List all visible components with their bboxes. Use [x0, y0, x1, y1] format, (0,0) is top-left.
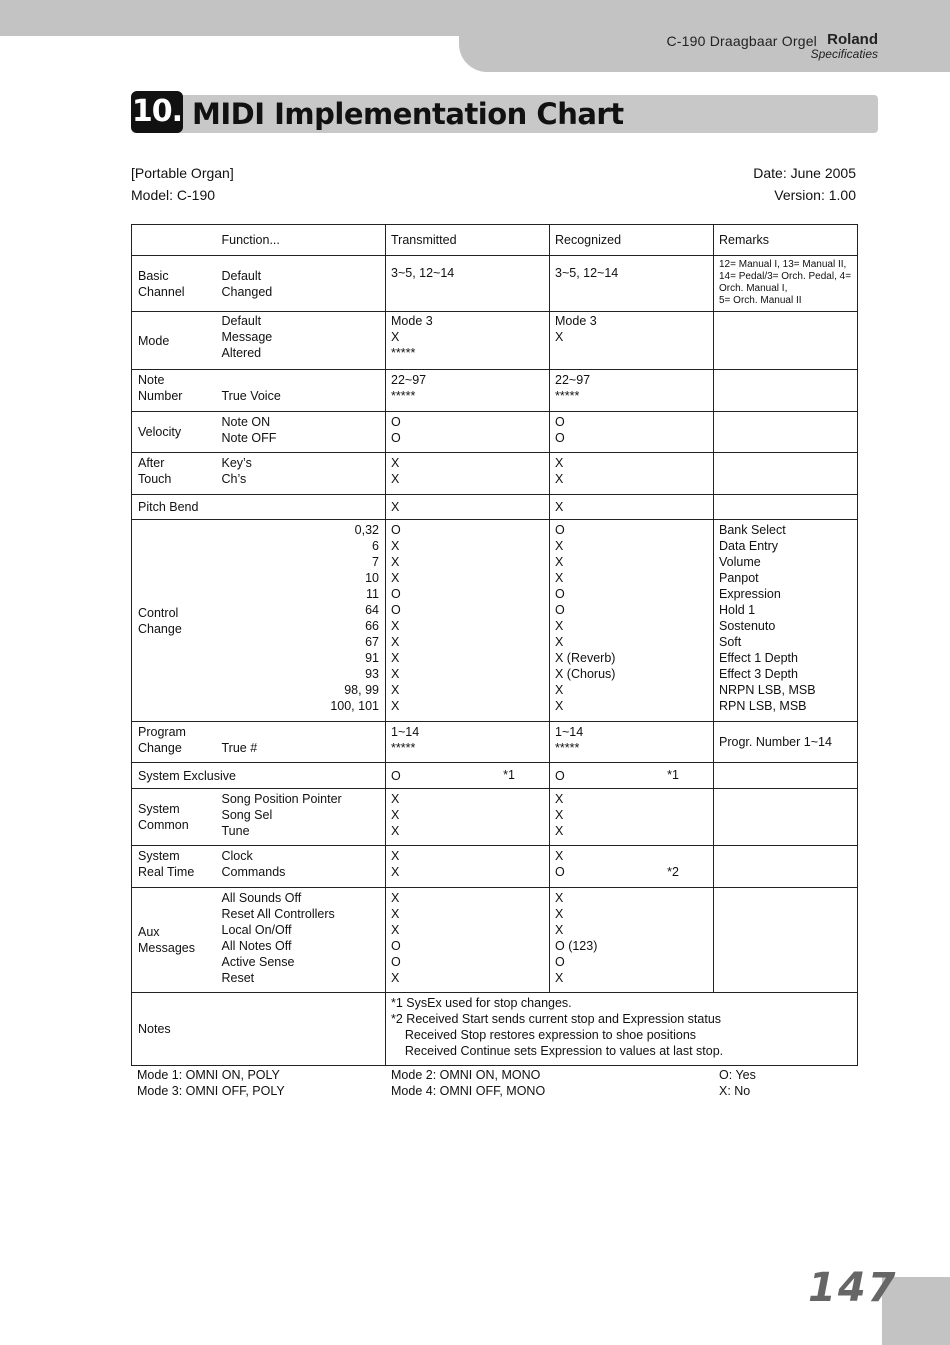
- table-row: Velocity Note ON Note OFF O O O O: [132, 412, 858, 453]
- table-row: System Exclusive O *1 O *1: [132, 763, 858, 789]
- legend-modes-right: Mode 2: OMNI ON, MONO Mode 4: OMNI OFF, MONO: [391, 1068, 546, 1098]
- page-number: 147: [808, 1265, 898, 1311]
- table-row: Program Change True # 1~14 ***** 1~14 ***** Progr. Number 1~14: [132, 722, 858, 763]
- table-row: After Touch Key’s Ch’s X X X X: [132, 453, 858, 495]
- table-row: Aux Messages All Sounds Off Reset All Controllers Local On/Off All Notes Off Active Sense Reset X X X O O X X X X O (123) O X: [132, 888, 858, 993]
- section-number: 10.: [131, 91, 183, 133]
- header-function: Function...: [221, 233, 280, 247]
- table-row: Note Number True Voice 22~97 ***** 22~97 *****: [132, 370, 858, 412]
- roland-logo: Roland: [827, 31, 878, 48]
- table-row: Mode Default Message Altered Mode 3 X ***** Mode 3 X: [132, 312, 858, 370]
- header-recognized: Recognized: [555, 233, 622, 247]
- table-row: Control Change 0,32 6 7 10 11 64 66 67 91 93 98, 99 100, 101 O X X X O O X X X X X X O X X X O O X X X (Reverb) X (Chorus) X X Bank Select Data Entry Volume Panpot Expression Hold 1 Sostenuto Soft Effect 1 Depth Effect 3 Depth NRPN LSB, MSB RPN LSB, MSB: [132, 520, 858, 722]
- table-row: Notes *1 SysEx used for stop changes. *2 Received Start sends current stop and Expression status Received Stop restores expression to shoe positions Received Continue sets Expression to values at last stop.: [132, 993, 858, 1066]
- table-row: Basic Channel Default Changed 3~5, 12~14 3~5, 12~14 12= Manual I, 13= Manual II, 14= Pedal/3= Orch. Pedal, 4= Orch. Manual I, 5= Orch. Manual II: [132, 256, 858, 312]
- meta-model: Model: C-190: [131, 187, 216, 203]
- header-title: C-190 Draagbaar Orgel: [666, 33, 817, 49]
- meta-date: Date: June 2005: [753, 165, 856, 181]
- legend-modes-left: Mode 1: OMNI ON, POLY Mode 3: OMNI OFF, POLY: [137, 1068, 285, 1098]
- header-subtitle: Specificaties: [810, 47, 878, 61]
- table-row: Pitch Bend X X: [132, 495, 858, 520]
- table-row: System Common Song Position Pointer Song Sel Tune X X X X X X: [132, 789, 858, 846]
- table-header-row: [132, 225, 858, 256]
- legend-symbols: O: Yes X: No: [719, 1068, 756, 1098]
- midi-chart-table: [131, 224, 858, 1066]
- header-transmitted: Transmitted: [391, 233, 457, 247]
- meta-version: Version: 1.00: [774, 187, 856, 203]
- section-title: MIDI Implementation Chart: [192, 97, 624, 131]
- header-remarks: Remarks: [719, 233, 770, 247]
- table-row: System Real Time Clock Commands X X X O *2: [132, 846, 858, 888]
- meta-product: [Portable Organ]: [131, 165, 234, 181]
